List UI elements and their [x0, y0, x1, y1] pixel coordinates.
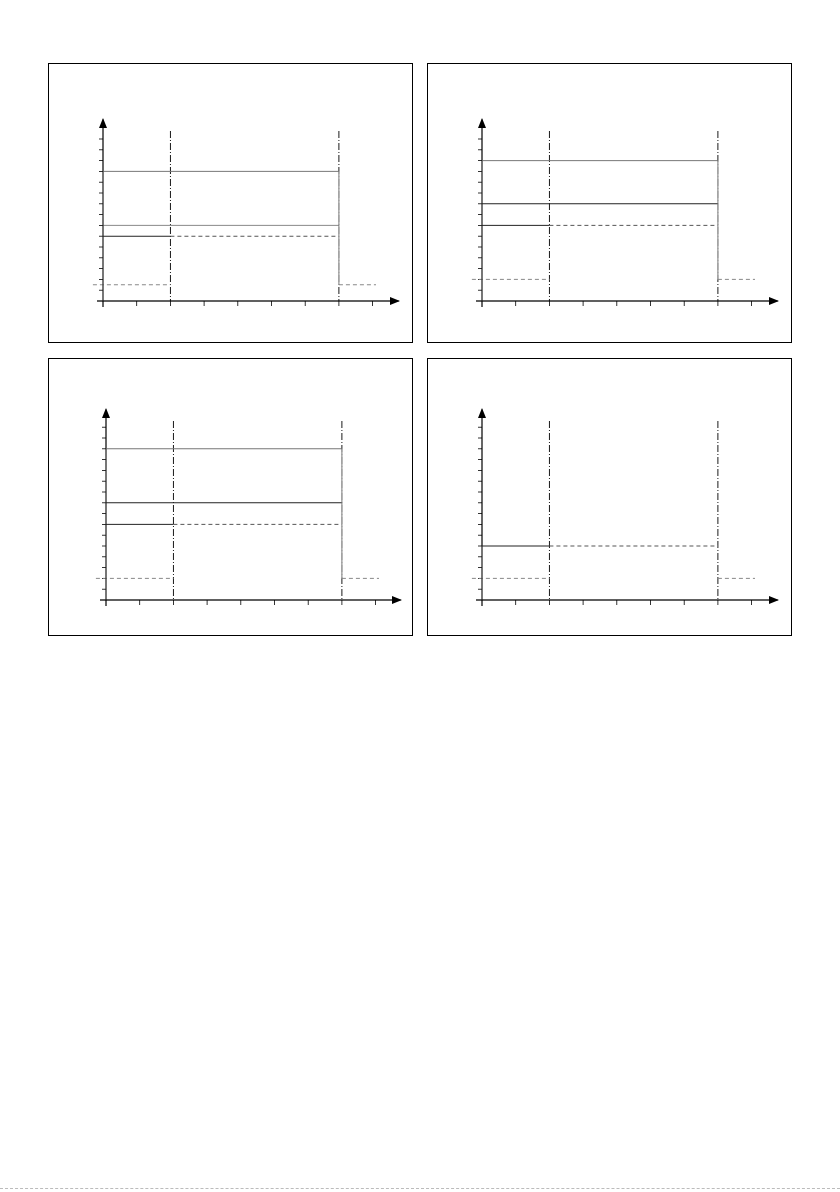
- page-bottom-rule: [0, 1188, 840, 1189]
- chart-panel-3: [48, 358, 413, 636]
- chart-svg: [428, 359, 791, 635]
- chart-panel-4: [427, 358, 792, 636]
- chart-panel-2: [427, 63, 792, 343]
- chart-svg: [49, 359, 412, 635]
- chart-svg: [49, 64, 412, 342]
- chart-panel-1: [48, 63, 413, 343]
- chart-svg: [428, 64, 791, 342]
